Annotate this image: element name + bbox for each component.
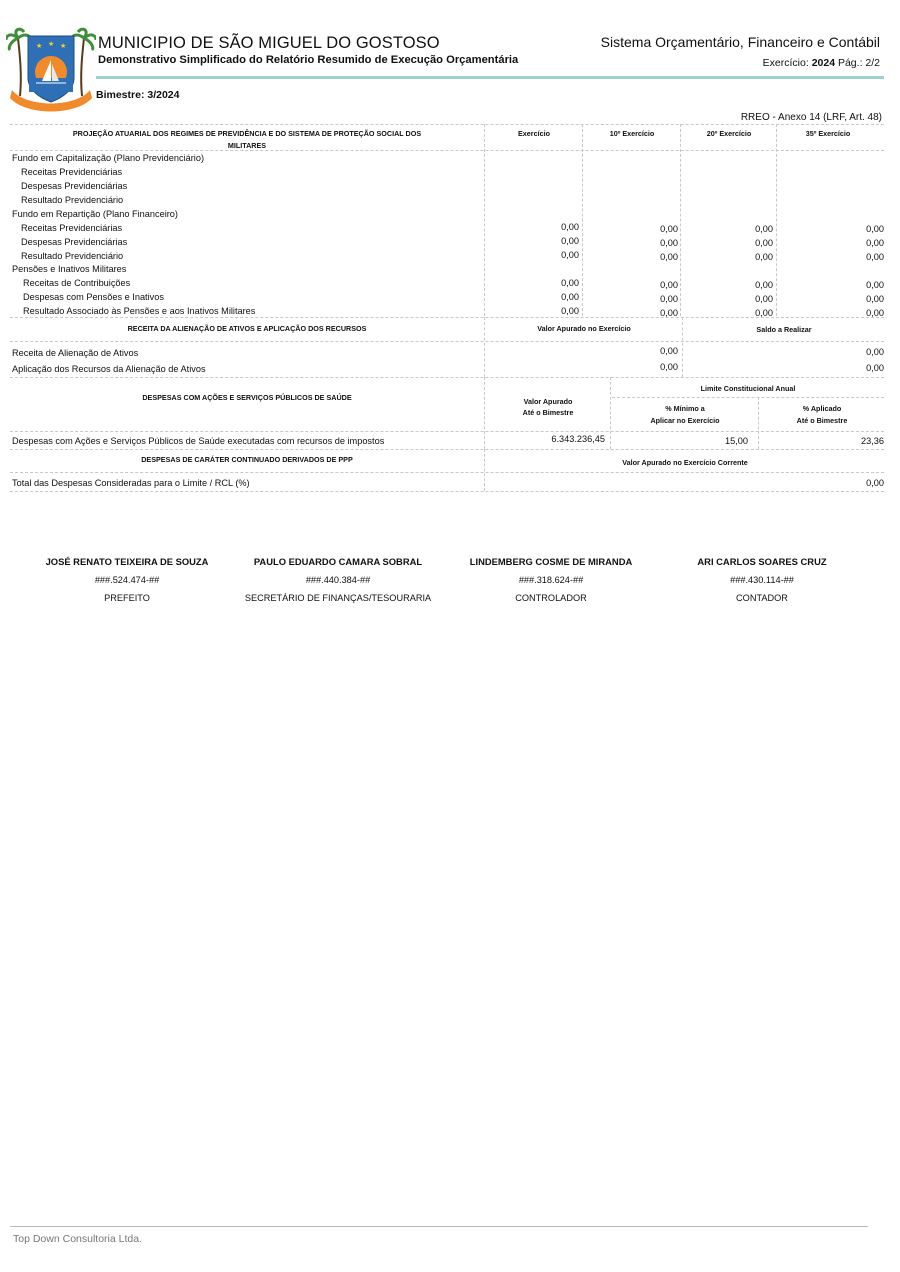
s1-cell: 0,00 xyxy=(866,294,884,304)
svg-text:★: ★ xyxy=(60,42,67,50)
signatory-cpf: ###.524.474-## xyxy=(94,575,160,585)
s3-cell-minimo: 15,00 xyxy=(725,436,748,446)
s1-cell: 0,00 xyxy=(755,308,773,318)
signatory-name: PAULO EDUARDO CAMARA SOBRAL xyxy=(253,556,423,567)
col-header-minimo-line1: % Mínimo a xyxy=(665,404,705,413)
signature-block xyxy=(652,556,872,605)
s1-cell: 0,00 xyxy=(866,308,884,318)
signatory-role: SECRETÁRIO DE FINANÇAS/TESOURARIA xyxy=(244,593,432,603)
exercise-label: Exercício: xyxy=(762,57,809,69)
s1-cell: 0,00 xyxy=(561,292,579,302)
section3-title: DESPESAS COM AÇÕES E SERVIÇOS PÚBLICOS DE SAÚDE xyxy=(142,393,352,402)
s2-row-label: Aplicação dos Recursos da Alienação de Ativos xyxy=(12,364,206,374)
s1-cell: 0,00 xyxy=(866,238,884,248)
section2-title: RECEITA DA ALIENAÇÃO DE ATIVOS E APLICAÇÃO DOS RECURSOS xyxy=(127,324,367,333)
s1-cell: 0,00 xyxy=(660,252,678,262)
s1-cell: 0,00 xyxy=(866,280,884,290)
footer-company: Top Down Consultoria Ltda. xyxy=(13,1233,142,1245)
page-number: Pág.: 2/2 xyxy=(837,57,880,69)
s1-cell: 0,00 xyxy=(561,278,579,288)
s2-cell: 0,00 xyxy=(866,363,884,373)
s1-cell: 0,00 xyxy=(755,224,773,234)
s1-row-label: Despesas Previdenciárias xyxy=(21,237,128,247)
s2-cell: 0,00 xyxy=(660,346,678,356)
s1-row-label: Fundo em Capitalização (Plano Previdenciário) xyxy=(12,153,205,163)
s1-row-label: Resultado Previdenciário xyxy=(21,195,124,205)
s2-cell: 0,00 xyxy=(866,347,884,357)
s1-cell: 0,00 xyxy=(755,238,773,248)
s1-row-label: Receitas Previdenciárias xyxy=(21,167,123,177)
s4-row-label: Total das Despesas Consideradas para o Limite / RCL (%) xyxy=(12,478,250,488)
signatory-name: JOSÉ RENATO TEIXEIRA DE SOUZA xyxy=(45,556,209,567)
s1-cell: 0,00 xyxy=(561,250,579,260)
s1-cell: 0,00 xyxy=(660,294,678,304)
exercise-year: 2024 xyxy=(811,57,836,69)
signatory-name: ARI CARLOS SOARES CRUZ xyxy=(697,556,827,567)
s1-cell: 0,00 xyxy=(660,224,678,234)
svg-text:★: ★ xyxy=(48,40,55,48)
col-header-valor-apurado-line1: Valor Apurado xyxy=(523,397,573,406)
report-title: Demonstrativo Simplificado do Relatório Resumido de Execução Orçamentária xyxy=(98,54,519,66)
s1-cell: 0,00 xyxy=(660,308,678,318)
col-header-valor-apurado-line2: Até o Bimestre xyxy=(522,408,574,417)
section1-title-line2: MILITARES xyxy=(227,141,267,150)
s1-cell: 0,00 xyxy=(561,306,579,316)
col-header-35-exercicio: 35º Exercício xyxy=(805,129,851,138)
section1-title-line1: PROJEÇÃO ATUARIAL DOS REGIMES DE PREVIDÊNCIA E DO SISTEMA DE PROTEÇÃO SOCIAL DOS xyxy=(72,129,422,138)
col-header-minimo-line2: Aplicar no Exercício xyxy=(650,416,720,425)
footer-divider xyxy=(10,1226,868,1227)
section4-title: DESPESAS DE CARÁTER CONTINUADO DERIVADOS DE PPP xyxy=(141,455,353,464)
s1-row-label: Fundo em Repartição (Plano Financeiro) xyxy=(12,209,178,219)
s4-cell: 0,00 xyxy=(866,478,884,488)
signatory-cpf: ###.318.624-## xyxy=(518,575,584,585)
s1-row-label: Resultado Associado às Pensões e aos Inativos Militares xyxy=(23,306,256,316)
s1-cell: 0,00 xyxy=(561,222,579,232)
col-header-valor-apurado: Valor Apurado no Exercício xyxy=(537,324,631,333)
municipality-name: MUNICIPIO DE SÃO MIGUEL DO GOSTOSO xyxy=(98,34,440,52)
s1-cell: 0,00 xyxy=(561,236,579,246)
signature-block xyxy=(17,556,237,605)
s1-cell: 0,00 xyxy=(755,280,773,290)
s2-cell: 0,00 xyxy=(660,362,678,372)
signatory-role: CONTROLADOR xyxy=(515,593,587,603)
s1-row-label: Despesas Previdenciárias xyxy=(21,181,128,191)
col-header-exercicio: Exercício xyxy=(518,129,550,138)
signatory-name: LINDEMBERG COSME DE MIRANDA xyxy=(469,556,633,567)
signature-block xyxy=(441,556,661,605)
col-header-valor-corrente: Valor Apurado no Exercício Corrente xyxy=(622,458,748,467)
s1-cell: 0,00 xyxy=(660,238,678,248)
s1-cell: 0,00 xyxy=(866,252,884,262)
s3-cell-valor: 6.343.236,45 xyxy=(551,434,605,444)
signatory-cpf: ###.430.114-## xyxy=(730,575,794,585)
signatory-role: PREFEITO xyxy=(104,593,150,603)
col-header-aplicado-line2: Até o Bimestre xyxy=(796,416,848,425)
col-header-20-exercicio: 20º Exercício xyxy=(706,129,752,138)
col-header-saldo-realizar: Saldo a Realizar xyxy=(756,325,812,334)
col-header-10-exercicio: 10º Exercício xyxy=(609,129,655,138)
s1-row-label: Resultado Previdenciário xyxy=(21,251,124,261)
municipal-coat-of-arms xyxy=(6,26,96,112)
s3-cell-aplicado: 23,36 xyxy=(861,436,884,446)
s1-cell: 0,00 xyxy=(755,252,773,262)
annex-label: RREO - Anexo 14 (LRF, Art. 48) xyxy=(740,112,882,123)
col-header-aplicado-line1: % Aplicado xyxy=(802,404,842,413)
signature-block xyxy=(228,556,448,605)
signatory-role: CONTADOR xyxy=(736,593,788,603)
s1-row-label: Pensões e Inativos Militares xyxy=(12,264,127,274)
s1-cell: 0,00 xyxy=(866,224,884,234)
system-name: Sistema Orçamentário, Financeiro e Contábil xyxy=(600,34,880,50)
s1-row-label: Receitas de Contribuições xyxy=(23,278,131,288)
col-group-limite-constitucional: Limite Constitucional Anual xyxy=(700,384,796,393)
signatory-cpf: ###.440.384-## xyxy=(305,575,371,585)
s3-row-label: Despesas com Ações e Serviços Públicos de Saúde executadas com recursos de impostos xyxy=(12,436,385,446)
s2-row-label: Receita de Alienação de Ativos xyxy=(12,348,139,358)
s1-row-label: Receitas Previdenciárias xyxy=(21,223,123,233)
s1-cell: 0,00 xyxy=(755,294,773,304)
exercise-info xyxy=(763,57,880,69)
s1-cell: 0,00 xyxy=(660,280,678,290)
svg-text:★: ★ xyxy=(36,42,43,50)
header-divider xyxy=(96,76,884,79)
period-label: Bimestre: 3/2024 xyxy=(96,89,180,101)
s1-row-label: Despesas com Pensões e Inativos xyxy=(23,292,164,302)
